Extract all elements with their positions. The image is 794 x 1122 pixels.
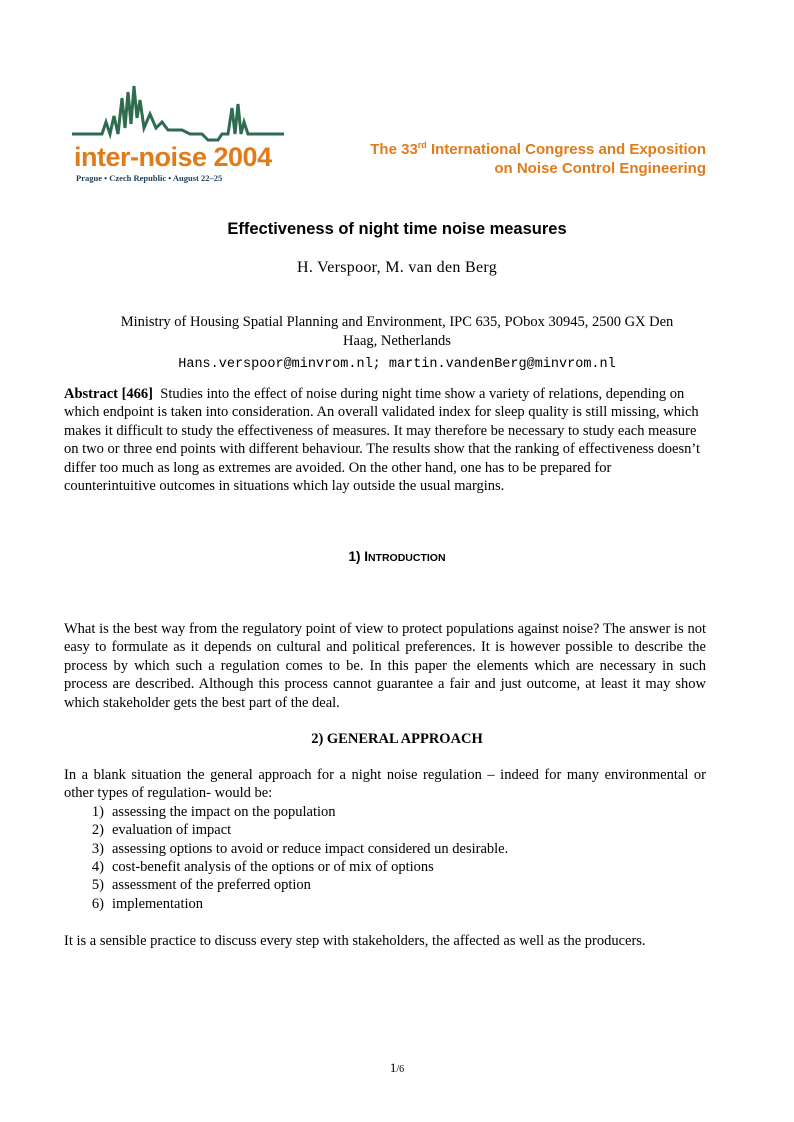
affiliation-line-1: Ministry of Housing Spatial Planning and Environment, IPC 635, PObox 30945, 2500 GX Den: [120, 314, 674, 330]
conference-logo: [72, 78, 284, 186]
approach-steps-list: [64, 803, 706, 913]
affiliation-line-2: Haag, Netherlands: [343, 333, 451, 349]
section-2-heading: 2) GENERAL APPROACH: [311, 731, 483, 747]
affiliation: [70, 313, 724, 351]
section-2-intro: In a blank situation the general approach for a night noise regulation – indeed for many environmental or other types of regulation- would be:: [64, 767, 706, 802]
paper-title: Effectiveness of night time noise measures: [227, 220, 567, 238]
list-item: 5) assessment of the preferred option: [91, 877, 311, 894]
logo-subtitle: Prague • Czech Republic • August 22–25: [76, 173, 223, 183]
abstract-text: Studies into the effect of noise during night time show a variety of relations, depending on which endpoint is taken into consideration. An overall validated index for sleep quality is still missing, which makes it difficult to study the effectiveness of measures. It may therefore be necessary to study each measure on two or three end points with different behaviour. The results show that the ranking of effectiveness doesn’t differ too much as long as extremes are avoided. On the other hand, one has to be prepared for counterintuitive outcomes in situations which lay outside the usual margins.: [64, 386, 700, 495]
section-2-closing: It is a sensible practice to discuss every step with stakeholders, the affected as well as the producers.: [64, 933, 646, 949]
city-skyline-graphic: [72, 78, 284, 146]
list-item: 4) cost-benefit analysis of the options or of mix of options: [91, 859, 434, 876]
list-item: 1) assessing the impact on the population: [91, 803, 336, 820]
congress-line-1: The 33rd International Congress and Exposition: [370, 140, 706, 158]
list-item: 3) assessing options to avoid or reduce impact considered un desirable.: [91, 840, 509, 857]
list-item: 2) evaluation of impact: [91, 822, 232, 839]
congress-line-2: on Noise Control Engineering: [494, 160, 706, 177]
section-1-heading: 1) INTRODUCTION: [348, 549, 446, 564]
logo-wordmark: inter-noise 2004: [74, 142, 272, 172]
section-1-paragraph: What is the best way from the regulatory point of view to protect populations against noise? The answer is not easy to formulate as it depends on cultural and political preferences. It is however possible to describe the process by which such a regulation comes to be. In this paper the elements which are necessary in such process are described. Although this process cannot guarantee a fair and just outcome, at least it may show which stakeholder gets the best part of the deal.: [64, 621, 706, 711]
paper-authors: H. Verspoor, M. van den Berg: [296, 259, 498, 276]
abstract-label: Abstract [466]: [64, 386, 153, 402]
page-number: 1/6: [389, 1060, 405, 1075]
abstract: [64, 385, 706, 495]
list-item: 6) implementation: [91, 895, 204, 912]
section-2-body: [64, 766, 706, 913]
author-emails: Hans.verspoor@minvrom.nl; martin.vandenBerg@minvrom.nl: [178, 357, 616, 372]
congress-header: [370, 140, 706, 178]
